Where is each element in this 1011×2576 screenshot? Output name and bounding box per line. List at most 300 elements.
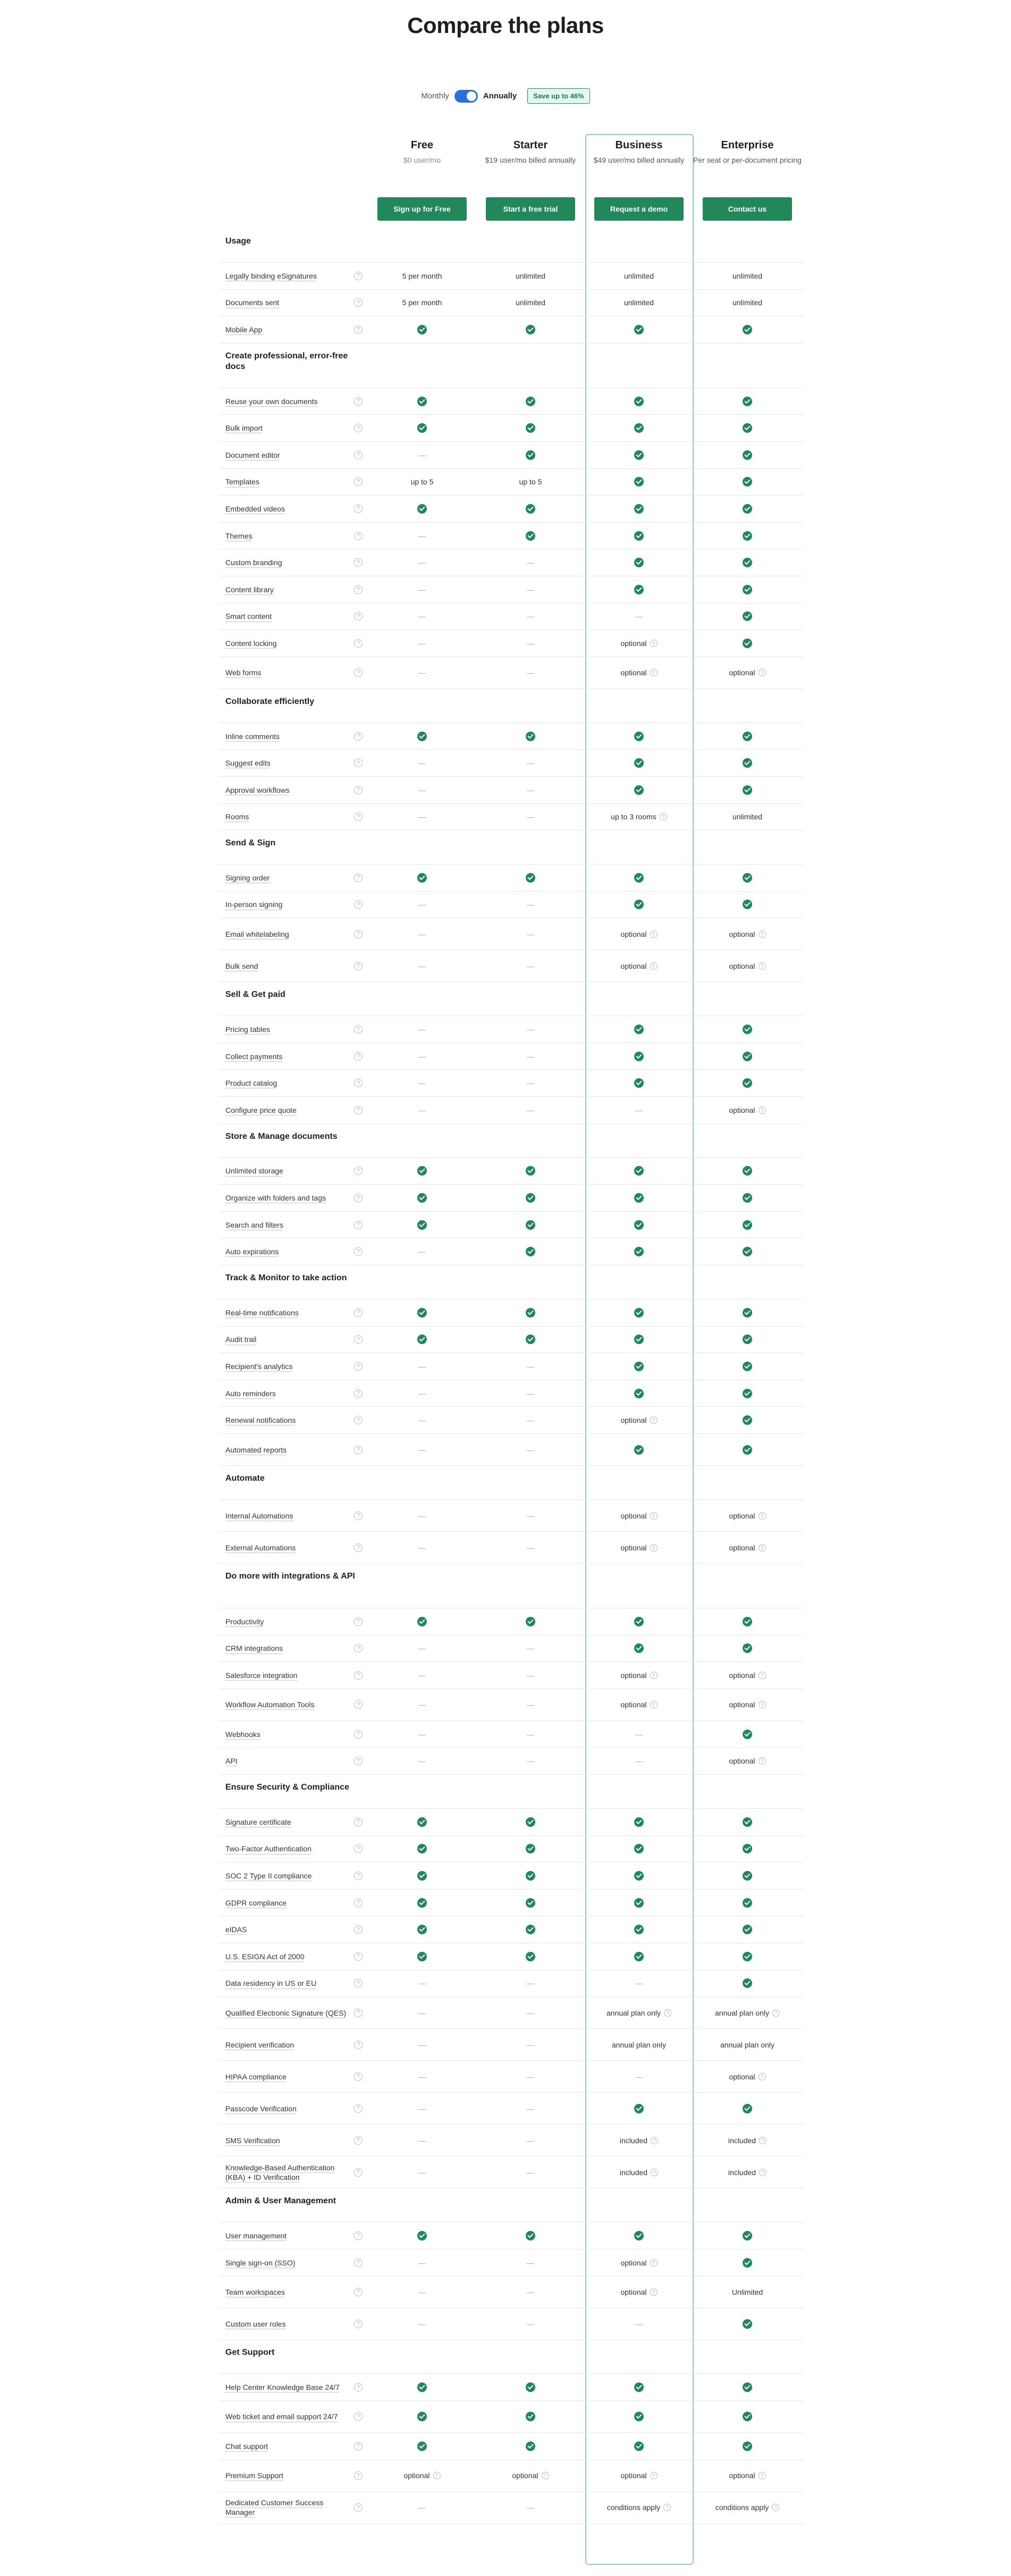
check-icon	[417, 397, 427, 406]
info-icon[interactable]: ?	[354, 2072, 363, 2081]
check-icon	[634, 585, 644, 594]
section-title: Collaborate efficiently	[225, 697, 315, 706]
info-icon[interactable]: ?	[354, 1512, 363, 1520]
info-icon[interactable]: ?	[759, 1106, 766, 1114]
info-icon[interactable]: ?	[354, 1617, 363, 1626]
check-icon	[417, 1871, 427, 1881]
plan-cell	[585, 1844, 693, 1853]
feature-label[interactable]: Workflow Automation Tools	[225, 1700, 315, 1709]
feature-cell	[219, 873, 368, 883]
check-icon	[417, 2382, 427, 2392]
info-icon[interactable]: ?	[354, 2471, 363, 2480]
feature-label[interactable]: Auto expirations	[225, 1247, 279, 1256]
check-icon	[526, 1952, 535, 1961]
table-row	[219, 496, 804, 523]
plan-cell	[585, 962, 693, 970]
check-icon	[526, 1925, 535, 1934]
info-icon[interactable]: ?	[650, 1672, 658, 1679]
plan-cell	[476, 962, 585, 970]
info-icon[interactable]: ?	[354, 732, 363, 741]
info-icon[interactable]: ?	[354, 786, 363, 794]
table-row	[219, 2276, 804, 2308]
request-demo-button[interactable]: Request a demo	[594, 197, 684, 221]
feature-label[interactable]: Passcode Verification	[225, 2104, 297, 2113]
plan-cell	[693, 2104, 802, 2113]
check-icon	[526, 2382, 535, 2392]
info-icon[interactable]: ?	[354, 1052, 363, 1061]
feature-cell	[219, 668, 368, 677]
check-icon	[634, 1617, 644, 1626]
info-icon[interactable]: ?	[772, 2009, 780, 2017]
plan-price: Per seat or per-document pricing	[693, 156, 802, 164]
info-icon[interactable]: ?	[354, 962, 363, 970]
feature-label[interactable]: Documents sent	[225, 298, 280, 307]
table-row	[219, 1043, 804, 1070]
feature-label[interactable]: Bulk import	[225, 424, 263, 433]
info-icon[interactable]: ?	[759, 1512, 766, 1520]
info-icon[interactable]: ?	[354, 759, 363, 767]
info-icon[interactable]: ?	[650, 1544, 658, 1551]
feature-label[interactable]: CRM integrations	[225, 1644, 283, 1653]
check-icon	[417, 325, 427, 334]
check-icon	[634, 2231, 644, 2241]
info-icon[interactable]: ?	[354, 325, 363, 334]
plan-cell	[585, 2471, 693, 2480]
feature-label[interactable]: Auto reminders	[225, 1389, 276, 1398]
info-icon[interactable]: ?	[354, 612, 363, 620]
plan-cell	[476, 873, 585, 883]
check-icon	[417, 1817, 427, 1827]
info-icon[interactable]: ?	[650, 640, 658, 647]
info-icon[interactable]: ?	[650, 669, 658, 676]
feature-label[interactable]: Search and filters	[225, 1220, 283, 1229]
feature-label[interactable]: External Automations	[225, 1543, 296, 1552]
plan-cell	[476, 1512, 585, 1520]
info-icon[interactable]: ?	[759, 669, 766, 676]
check-icon	[743, 1898, 752, 1908]
not-included-dash: —	[635, 1979, 643, 1988]
plan-cell	[368, 2072, 476, 2081]
info-icon[interactable]: ?	[354, 532, 363, 540]
info-icon[interactable]: ?	[354, 585, 363, 594]
feature-label[interactable]: Suggest edits	[225, 759, 271, 768]
info-icon[interactable]: ?	[759, 1701, 766, 1708]
info-icon[interactable]: ?	[354, 1194, 363, 1202]
plan-cell	[693, 1362, 802, 1371]
feature-label[interactable]: Audit trail	[225, 1335, 257, 1344]
info-icon[interactable]: ?	[354, 298, 363, 307]
feature-label[interactable]: GDPR compliance	[225, 1898, 287, 1907]
cell-value: up to 5	[519, 477, 542, 486]
info-icon[interactable]: ?	[772, 2504, 779, 2511]
info-icon[interactable]: ?	[354, 2041, 363, 2049]
info-icon[interactable]: ?	[354, 1362, 363, 1371]
table-row	[219, 918, 804, 950]
feature-label[interactable]: Data residency in US or EU	[225, 1979, 317, 1988]
info-icon[interactable]: ?	[354, 2231, 363, 2240]
plan-cell	[693, 611, 802, 621]
not-included-dash: —	[418, 1247, 426, 1256]
plan-cell	[368, 1106, 476, 1114]
feature-label[interactable]: Bulk send	[225, 961, 258, 970]
feature-label[interactable]: User management	[225, 2231, 287, 2240]
info-icon[interactable]: ?	[354, 1335, 363, 1344]
feature-label[interactable]: Custom user roles	[225, 2319, 286, 2328]
info-icon[interactable]: ?	[354, 1221, 363, 1229]
table-row	[219, 1212, 804, 1239]
check-icon	[526, 1335, 535, 1344]
check-icon	[417, 1193, 427, 1203]
info-icon[interactable]: ?	[651, 2137, 658, 2144]
cell-value: unlimited	[515, 271, 546, 280]
not-included-dash: —	[527, 2258, 534, 2267]
feature-label[interactable]: Organize with folders and tags	[225, 1194, 326, 1203]
not-included-dash: —	[527, 785, 534, 794]
feature-label[interactable]: Configure price quote	[225, 1105, 297, 1114]
info-icon[interactable]: ?	[354, 1730, 363, 1739]
not-included-dash: —	[418, 1700, 426, 1709]
feature-label[interactable]: Qualified Electronic Signature (QES)	[225, 2008, 347, 2017]
info-icon[interactable]: ?	[354, 2288, 363, 2296]
info-icon[interactable]: ?	[354, 1446, 363, 1454]
feature-label[interactable]: Team workspaces	[225, 2287, 285, 2296]
not-included-dash: —	[418, 2168, 426, 2177]
info-icon[interactable]: ?	[660, 813, 667, 820]
info-icon[interactable]: ?	[650, 2259, 658, 2267]
info-icon[interactable]: ?	[759, 930, 766, 938]
info-icon[interactable]: ?	[759, 2472, 766, 2479]
plan-cell	[476, 1952, 585, 1961]
feature-label[interactable]: eIDAS	[225, 1925, 247, 1934]
check-icon	[743, 423, 752, 433]
plan-cell	[693, 2319, 802, 2329]
info-icon[interactable]: ?	[354, 1079, 363, 1087]
table-row	[219, 1327, 804, 1354]
feature-label[interactable]: Premium Support	[225, 2471, 283, 2480]
annually-label[interactable]: Annually	[483, 91, 517, 100]
feature-label[interactable]: Email whitelabeling	[225, 929, 289, 938]
info-icon[interactable]: ?	[354, 900, 363, 909]
feature-label[interactable]: U.S. ESIGN Act of 2000	[225, 1952, 305, 1961]
cell-value: optional	[729, 1700, 755, 1709]
feature-cell	[219, 271, 368, 281]
check-icon	[743, 531, 752, 541]
not-included-dash: —	[527, 2503, 534, 2512]
plan-cell	[585, 2072, 693, 2081]
feature-label[interactable]: Knowledge-Based Authentication (KBA) + ID Verification	[225, 2163, 335, 2181]
feature-label[interactable]: Unlimited storage	[225, 1167, 283, 1176]
info-icon[interactable]: ?	[759, 1757, 766, 1765]
plan-cell	[368, 2041, 476, 2049]
info-icon[interactable]: ?	[354, 1416, 363, 1424]
section-header	[219, 982, 804, 1016]
info-icon[interactable]: ?	[354, 2104, 363, 2113]
feature-label[interactable]: Recipient's analytics	[225, 1362, 293, 1371]
plan-cell	[585, 1166, 693, 1176]
info-icon[interactable]: ?	[354, 1757, 363, 1765]
info-icon[interactable]: ?	[354, 451, 363, 459]
table-row	[219, 1500, 804, 1532]
feature-label[interactable]: Approval workflows	[225, 785, 290, 794]
info-icon[interactable]: ?	[354, 930, 363, 938]
cell-value: unlimited	[732, 298, 763, 307]
check-icon	[634, 1193, 644, 1203]
info-icon[interactable]: ?	[354, 1671, 363, 1680]
info-icon[interactable]: ?	[354, 558, 363, 567]
cell-value: optional	[729, 929, 755, 938]
cell-value: optional	[620, 668, 647, 677]
info-icon[interactable]: ?	[354, 2412, 363, 2421]
info-icon[interactable]: ?	[650, 1701, 658, 1708]
info-icon[interactable]: ?	[354, 1979, 363, 1987]
not-included-dash: —	[527, 929, 534, 938]
info-icon[interactable]: ?	[354, 2168, 363, 2177]
feature-label[interactable]: Reuse your own documents	[225, 397, 318, 406]
plan-cell	[476, 1389, 585, 1398]
plan-cell	[476, 2009, 585, 2017]
info-icon[interactable]: ?	[354, 424, 363, 432]
info-icon[interactable]: ?	[542, 2472, 549, 2479]
feature-label[interactable]: Templates	[225, 477, 259, 486]
cell-value: annual plan only	[606, 2008, 661, 2017]
not-included-dash: —	[418, 668, 426, 677]
feature-label[interactable]: Legally binding eSignatures	[225, 271, 317, 280]
info-icon[interactable]: ?	[354, 1925, 363, 1934]
plan-cell	[476, 900, 585, 909]
info-icon[interactable]: ?	[354, 2442, 363, 2451]
info-icon[interactable]: ?	[759, 1672, 766, 1679]
plan-cell	[368, 2231, 476, 2241]
info-icon[interactable]: ?	[650, 1512, 658, 1520]
table-row	[219, 388, 804, 415]
feature-label[interactable]: SMS Verification	[225, 2136, 280, 2145]
section-title: Automate	[225, 1474, 265, 1483]
feature-label[interactable]: Inline comments	[225, 732, 280, 741]
feature-label[interactable]: Salesforce integration	[225, 1671, 298, 1680]
feature-label[interactable]: Smart content	[225, 612, 272, 621]
info-icon[interactable]: ?	[354, 1247, 363, 1256]
check-icon	[634, 325, 644, 334]
feature-label[interactable]: Content library	[225, 585, 274, 594]
feature-label[interactable]: Internal Automations	[225, 1511, 293, 1520]
feature-cell	[219, 1671, 368, 1680]
info-icon[interactable]: ?	[354, 272, 363, 280]
info-icon[interactable]: ?	[650, 2288, 658, 2296]
info-icon[interactable]: ?	[354, 1308, 363, 1317]
feature-label[interactable]: Document editor	[225, 450, 280, 459]
feature-label[interactable]: Custom branding	[225, 558, 282, 567]
check-icon	[634, 423, 644, 433]
feature-label[interactable]: Productivity	[225, 1617, 264, 1626]
table-row	[219, 777, 804, 804]
info-icon[interactable]: ?	[354, 477, 363, 486]
cell-value: unlimited	[624, 298, 654, 307]
feature-label[interactable]: Chat support	[225, 2441, 268, 2451]
info-icon[interactable]: ?	[354, 1389, 363, 1398]
check-icon	[634, 2412, 644, 2421]
feature-label[interactable]: API	[225, 1757, 238, 1766]
info-icon[interactable]: ?	[354, 1644, 363, 1652]
info-icon[interactable]: ?	[650, 930, 658, 938]
section-title: Send & Sign	[225, 838, 276, 848]
info-icon[interactable]: ?	[354, 1818, 363, 1826]
info-icon[interactable]: ?	[354, 1952, 363, 1961]
feature-label[interactable]: Automated reports	[225, 1445, 287, 1454]
feature-label[interactable]: Renewal notifications	[225, 1416, 296, 1425]
not-included-dash: —	[527, 1543, 534, 1552]
info-icon[interactable]: ?	[650, 962, 658, 970]
not-included-dash: —	[527, 1644, 534, 1653]
feature-cell	[219, 531, 368, 541]
not-included-dash: —	[418, 612, 426, 621]
check-icon	[743, 1415, 752, 1425]
plan-cell	[476, 1817, 585, 1827]
feature-label[interactable]: SOC 2 Type II compliance	[225, 1871, 312, 1880]
feature-label[interactable]: Recipient verification	[225, 2040, 294, 2049]
feature-label[interactable]: Help Center Knowledge Base 24/7	[225, 2383, 340, 2392]
table-row	[219, 1890, 804, 1917]
table-row	[219, 2433, 804, 2460]
feature-cell	[219, 900, 368, 909]
feature-cell	[219, 2498, 368, 2517]
info-icon[interactable]: ?	[759, 2073, 766, 2080]
check-icon	[634, 1335, 644, 1344]
plan-cell	[368, 1079, 476, 1087]
not-included-dash: —	[418, 2104, 426, 2113]
feature-label[interactable]: Product catalog	[225, 1079, 277, 1088]
info-icon[interactable]: ?	[354, 1167, 363, 1175]
plan-cell	[476, 272, 585, 280]
check-icon	[743, 1166, 752, 1176]
feature-label[interactable]: Web ticket and email support 24/7	[225, 2412, 338, 2421]
plan-cell	[585, 1193, 693, 1203]
info-icon[interactable]: ?	[354, 874, 363, 882]
info-icon[interactable]: ?	[664, 2009, 671, 2017]
feature-label[interactable]: Dedicated Customer Success Manager	[225, 2498, 324, 2516]
info-icon[interactable]: ?	[354, 397, 363, 406]
info-icon[interactable]: ?	[354, 639, 363, 648]
info-icon[interactable]: ?	[354, 2259, 363, 2267]
cell-value: included	[619, 2136, 648, 2145]
info-icon[interactable]: ?	[759, 2169, 766, 2176]
info-icon[interactable]: ?	[354, 2383, 363, 2392]
feature-label[interactable]: Collect payments	[225, 1052, 283, 1061]
feature-label[interactable]: HIPAA compliance	[225, 2072, 287, 2081]
feature-cell	[219, 1844, 368, 1853]
info-icon[interactable]: ?	[759, 962, 766, 970]
check-icon	[634, 1952, 644, 1961]
info-icon[interactable]: ?	[354, 1543, 363, 1552]
info-icon[interactable]: ?	[354, 2136, 363, 2145]
info-icon[interactable]: ?	[650, 2472, 658, 2479]
plan-cell	[693, 477, 802, 486]
feature-label[interactable]: Signing order	[225, 873, 270, 882]
monthly-label[interactable]: Monthly	[421, 91, 449, 100]
cell-value: optional	[729, 2072, 755, 2081]
check-icon	[417, 2441, 427, 2451]
plan-cell	[585, 873, 693, 883]
feature-label[interactable]: Real-time notifications	[225, 1308, 299, 1317]
plan-cell	[476, 531, 585, 541]
plan-cell	[476, 1925, 585, 1934]
plan-cell	[693, 1925, 802, 1934]
feature-label[interactable]: Themes	[225, 531, 252, 540]
not-included-dash: —	[527, 812, 534, 821]
feature-label[interactable]: In-person signing	[225, 900, 283, 909]
plan-cell	[476, 423, 585, 433]
plan-cell	[476, 1979, 585, 1987]
section-title: Sell & Get paid	[225, 990, 285, 1000]
info-icon[interactable]: ?	[663, 2504, 671, 2511]
info-icon[interactable]: ?	[433, 2472, 441, 2479]
cell-value: optional	[620, 2258, 647, 2267]
info-icon[interactable]: ?	[354, 2320, 363, 2328]
feature-label[interactable]: Pricing tables	[225, 1025, 271, 1034]
info-icon[interactable]: ?	[354, 1844, 363, 1853]
plan-cell	[585, 2412, 693, 2421]
info-icon[interactable]: ?	[354, 812, 363, 821]
info-icon[interactable]: ?	[354, 2503, 363, 2512]
sign-up-free-button[interactable]: Sign up for Free	[377, 197, 467, 221]
table-row	[219, 1943, 804, 1970]
table-row	[219, 1862, 804, 1890]
plan-cell	[476, 397, 585, 406]
plan-cell	[368, 2503, 476, 2512]
check-icon	[417, 1898, 427, 1908]
feature-label[interactable]: Mobile App	[225, 325, 263, 334]
info-icon[interactable]: ?	[354, 1700, 363, 1709]
info-icon[interactable]: ?	[354, 1899, 363, 1907]
plan-cell	[585, 1220, 693, 1230]
info-icon[interactable]: ?	[354, 1872, 363, 1880]
feature-label[interactable]: Content locking	[225, 639, 277, 648]
check-icon	[634, 2441, 644, 2451]
plan-cell	[693, 272, 802, 280]
plan-cell	[368, 1925, 476, 1934]
cell-value: optional	[620, 2471, 647, 2480]
feature-label[interactable]: Rooms	[225, 812, 249, 821]
feature-label[interactable]: Webhooks	[225, 1730, 260, 1739]
info-icon[interactable]: ?	[354, 1025, 363, 1034]
feature-label[interactable]: Two-Factor Authentication	[225, 1844, 311, 1853]
feature-cell	[219, 929, 368, 939]
plan-cell	[693, 732, 802, 741]
section-title: Get Support	[225, 2348, 275, 2357]
info-icon[interactable]: ?	[354, 2009, 363, 2017]
info-icon[interactable]: ?	[354, 505, 363, 513]
info-icon[interactable]: ?	[759, 2137, 766, 2144]
contact-us-button[interactable]: Contact us	[703, 197, 792, 221]
not-included-dash: —	[418, 1025, 426, 1034]
feature-label[interactable]: Signature certificate	[225, 1817, 291, 1826]
plan-cell	[476, 1079, 585, 1087]
feature-cell	[219, 1756, 368, 1766]
table-row	[219, 442, 804, 469]
feature-label[interactable]: Embedded videos	[225, 504, 285, 513]
start-trial-button[interactable]: Start a free trial	[486, 197, 575, 221]
plan-cell	[585, 1925, 693, 1934]
info-icon[interactable]: ?	[650, 1416, 658, 1424]
feature-label[interactable]: Single sign-on (SSO)	[225, 2258, 296, 2267]
feature-label[interactable]: Web forms	[225, 668, 262, 677]
info-icon[interactable]: ?	[759, 1544, 766, 1551]
plan-cell	[368, 2382, 476, 2392]
info-icon[interactable]: ?	[651, 2169, 658, 2176]
info-icon[interactable]: ?	[354, 1106, 363, 1114]
info-icon[interactable]: ?	[354, 668, 363, 677]
billing-toggle[interactable]	[454, 90, 478, 103]
table-row	[219, 1238, 804, 1265]
